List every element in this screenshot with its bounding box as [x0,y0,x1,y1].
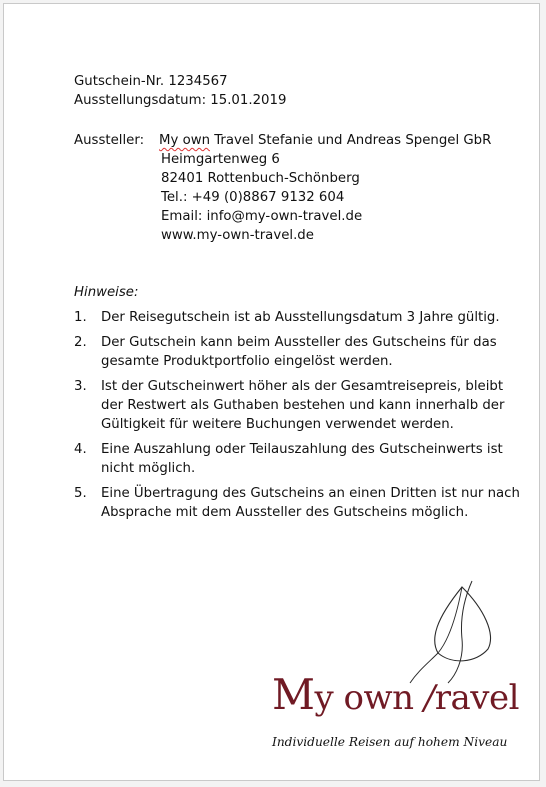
company-name-rest: Travel Stefanie und Andreas Spengel GbR [210,133,492,148]
issuer-website: www.my-own-travel.de [161,228,314,243]
logo-t-stroke: / [423,678,435,718]
issue-date: Ausstellungsdatum: 15.01.2019 [74,93,287,108]
list-item-text: Der Reisegutschein ist ab Ausstellungsdatum 3 Jahre gültig. [101,310,500,325]
list-item-text: Eine Auszahlung oder Teilauszahlung des Gutscheinwerts ist nicht möglich. [101,442,503,476]
leaf-icon [404,579,504,689]
list-item [74,308,524,327]
list-item [74,484,524,522]
list-item [74,377,524,434]
issuer-phone: Tel.: +49 (0)8867 9132 604 [161,190,345,205]
issuer-company [159,131,491,150]
list-item-number: 1. [74,310,87,325]
list-item [74,440,524,478]
issuer-address-block [159,131,491,245]
logo-wordmark [272,670,520,719]
list-item-number: 4. [74,442,87,457]
issuer-street: Heimgartenweg 6 [161,152,280,167]
list-item-text: Ist der Gutscheinwert höher als der Gesamtreisepreis, bleibt der Restwert als Guthaben bestehen und kann innerhalb der Gültigkeit für weitere Buchungen verwendet werden. [101,379,505,432]
logo-travel-text: ravel [434,678,520,718]
logo-initial: M [272,670,315,719]
issuer-label: Aussteller: [74,133,145,148]
list-item-text: Der Gutschein kann beim Aussteller des Gutscheins für das gesamte Produktportfolio eingelöst werden. [101,335,497,369]
hints-title: Hinweise: [74,285,139,300]
list-item-text: Eine Übertragung des Gutscheins an einen Dritten ist nur nach Absprache mit dem Aussteller des Gutscheins möglich. [101,486,520,520]
list-item-number: 3. [74,379,87,394]
list-item-number: 2. [74,335,87,350]
logo-tagline: Individuelle Reisen auf hohem Niveau [272,735,508,749]
logo-main-text: y own [314,678,424,718]
hints-list [74,308,524,528]
voucher-number: Gutschein-Nr. 1234567 [74,74,228,89]
document-page [3,3,540,781]
issuer-email: Email: info@my-own-travel.de [161,209,363,224]
issuer-city: 82401 Rottenbuch-Schönberg [161,171,360,186]
company-short-name: My own [159,133,211,148]
list-item-number: 5. [74,486,87,501]
list-item [74,333,524,371]
